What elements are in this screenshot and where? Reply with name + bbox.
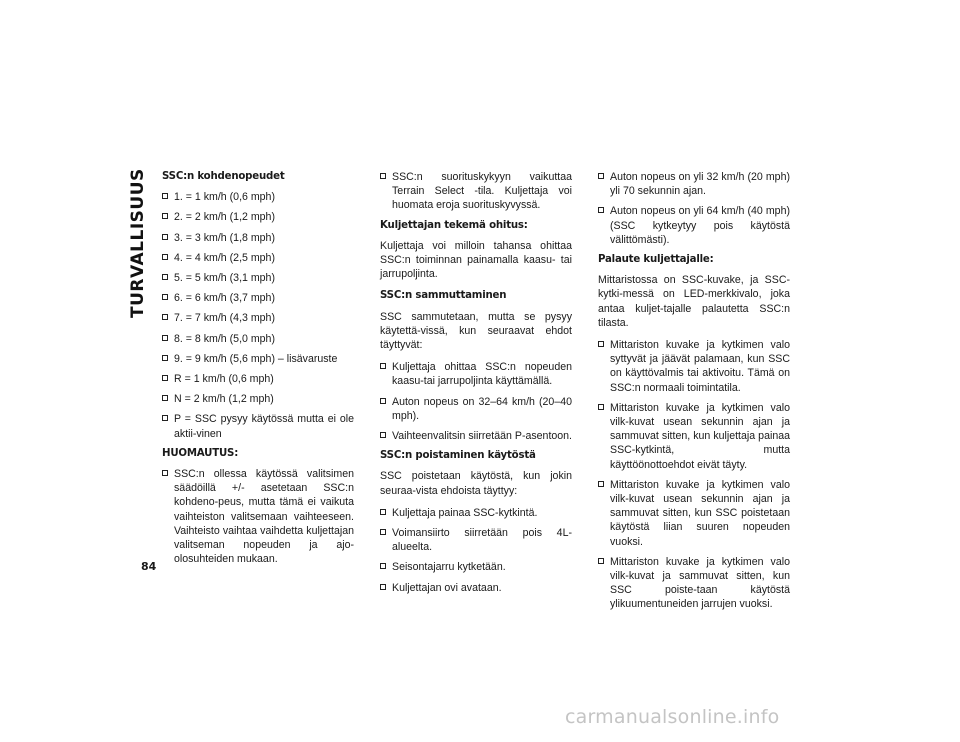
list-item: 4. = 4 km/h (2,5 mph) bbox=[162, 251, 354, 265]
checkbox-bullet-icon bbox=[162, 193, 168, 199]
list-item: 6. = 6 km/h (3,7 mph) bbox=[162, 291, 354, 305]
checkbox-bullet-icon bbox=[162, 355, 168, 361]
checkbox-bullet-icon bbox=[380, 173, 386, 179]
feedback-list bbox=[598, 338, 790, 612]
checkbox-bullet-icon bbox=[162, 375, 168, 381]
page-number: 84 bbox=[141, 560, 157, 573]
checkbox-bullet-icon bbox=[598, 404, 604, 410]
list-item: R = 1 km/h (0,6 mph) bbox=[162, 372, 354, 386]
column-2 bbox=[380, 170, 572, 601]
checkbox-bullet-icon bbox=[162, 395, 168, 401]
list-item: SSC:n suorituskykyyn vaikuttaa Terrain Select -tila. Kuljettaja voi huomata eroja suorituskyvyssä. bbox=[380, 170, 572, 213]
list-item: Seisontajarru kytketään. bbox=[380, 560, 572, 574]
target-speeds-heading: SSC:n kohdenopeudet bbox=[162, 171, 285, 182]
column-1 bbox=[162, 170, 354, 572]
disable-text: SSC poistetaan käytöstä, kun jokin seuraa-vista ehdoista täyttyy: bbox=[380, 470, 572, 497]
list-item: Mittariston kuvake ja kytkimen valo vilk-kuvat ja sammuvat sitten, kun SSC poiste-taan käytöstä ylikuumentuneiden jarrujen vuoksi. bbox=[598, 555, 790, 612]
list-item: Voimansiirto siirretään pois 4L-alueelta. bbox=[380, 526, 572, 554]
checkbox-bullet-icon bbox=[380, 584, 386, 590]
override-text: Kuljettaja voi milloin tahansa ohittaa SSC:n toiminnan painamalla kaasu- tai jarrupoljinta. bbox=[380, 239, 572, 281]
list-item: Mittariston kuvake ja kytkimen valo syttyvät ja jäävät palamaan, kun SSC on käyttövalmis tai aktivoitu. Tämä on SSC:n normaali toimintatila. bbox=[598, 338, 790, 395]
feedback-heading: Palaute kuljettajalle: bbox=[598, 254, 714, 266]
checkbox-bullet-icon bbox=[162, 335, 168, 341]
checkbox-bullet-icon bbox=[598, 481, 604, 487]
checkbox-bullet-icon bbox=[162, 470, 168, 476]
disable-heading: SSC:n poistaminen käytöstä bbox=[380, 450, 536, 462]
checkbox-bullet-icon bbox=[380, 398, 386, 404]
checkbox-bullet-icon bbox=[598, 558, 604, 564]
list-item: P = SSC pysyy käytössä mutta ei ole aktii-vinen bbox=[162, 412, 354, 440]
list-item: Kuljettajan ovi avataan. bbox=[380, 581, 572, 595]
checkbox-bullet-icon bbox=[380, 363, 386, 369]
checkbox-bullet-icon bbox=[380, 529, 386, 535]
list-item: Auton nopeus on yli 64 km/h (40 mph) (SSC kytkeytyy pois käytöstä välittömästi). bbox=[598, 204, 790, 247]
list-item: 8. = 8 km/h (5,0 mph) bbox=[162, 332, 354, 346]
watermark-link[interactable]: carmanualsonline.info bbox=[565, 706, 780, 728]
checkbox-bullet-icon bbox=[598, 207, 604, 213]
list-item: Auton nopeus on yli 32 km/h (20 mph) yli 70 sekunnin ajan. bbox=[598, 170, 790, 198]
list-item: Kuljettaja painaa SSC-kytkintä. bbox=[380, 506, 572, 520]
list-item: 2. = 2 km/h (1,2 mph) bbox=[162, 210, 354, 224]
feedback-text: Mittaristossa on SSC-kuvake, ja SSC-kytki-messä on LED-merkkivalo, joka antaa kuljet-tajalle palautetta SSC:n tilasta. bbox=[598, 274, 790, 329]
list-item: Mittariston kuvake ja kytkimen valo vilk-kuvat usean sekunnin ajan ja sammuvat sitten, kun SSC poistetaan käytöstä liian suuren nopeuden vuoksi. bbox=[598, 478, 790, 549]
checkbox-bullet-icon bbox=[162, 274, 168, 280]
list-item: 5. = 5 km/h (3,1 mph) bbox=[162, 271, 354, 285]
list-item: 9. = 9 km/h (5,6 mph) – lisävaruste bbox=[162, 352, 354, 366]
checkbox-bullet-icon bbox=[380, 509, 386, 515]
shutdown-text: SSC sammutetaan, mutta se pysyy käytettä-vissä, kun seuraavat ehdot täyttyvät: bbox=[380, 310, 572, 352]
checkbox-bullet-icon bbox=[162, 314, 168, 320]
section-side-title: TURVALLISUUS bbox=[128, 168, 148, 318]
list-item: 1. = 1 km/h (0,6 mph) bbox=[162, 190, 354, 204]
checkbox-bullet-icon bbox=[162, 234, 168, 240]
list-item: Vaihteenvalitsin siirretään P-asentoon. bbox=[380, 429, 572, 443]
list-item: SSC:n ollessa käytössä valitsimen säädöillä +/- asetetaan SSC:n kohdeno-peus, mutta tämä ei vaikuta vaihteiston valitsemaan vaihteeseen. Vaihteisto vaihtaa vaihdetta kuljettajan valitseman nopeuden ja ajo-olosuhteiden mukaan. bbox=[162, 467, 354, 566]
speed-list bbox=[162, 190, 354, 441]
list-item: Auton nopeus on 32–64 km/h (20–40 mph). bbox=[380, 395, 572, 423]
list-item: N = 2 km/h (1,2 mph) bbox=[162, 392, 354, 406]
checkbox-bullet-icon bbox=[162, 213, 168, 219]
terrain-list bbox=[380, 170, 572, 213]
list-item: Kuljettaja ohittaa SSC:n nopeuden kaasu-tai jarrupoljinta käyttämällä. bbox=[380, 360, 572, 388]
shutdown-heading: SSC:n sammuttaminen bbox=[380, 290, 507, 302]
checkbox-bullet-icon bbox=[380, 432, 386, 438]
list-item: 3. = 3 km/h (1,8 mph) bbox=[162, 231, 354, 245]
checkbox-bullet-icon bbox=[162, 294, 168, 300]
column-3 bbox=[598, 170, 790, 618]
speed-condition-list bbox=[598, 170, 790, 247]
checkbox-bullet-icon bbox=[380, 563, 386, 569]
note-list bbox=[162, 467, 354, 566]
shutdown-list bbox=[380, 360, 572, 443]
checkbox-bullet-icon bbox=[162, 415, 168, 421]
list-item: Mittariston kuvake ja kytkimen valo vilk-kuvat usean sekunnin ajan ja sammuvat sitten, kun kuljettaja painaa SSC-kytkintä, mutta käyttöönottoehdot eivät täyty. bbox=[598, 401, 790, 472]
checkbox-bullet-icon bbox=[162, 254, 168, 260]
checkbox-bullet-icon bbox=[598, 341, 604, 347]
checkbox-bullet-icon bbox=[598, 173, 604, 179]
override-heading: Kuljettajan tekemä ohitus: bbox=[380, 219, 528, 231]
list-item: 7. = 7 km/h (4,3 mph) bbox=[162, 311, 354, 325]
note-heading: HUOMAUTUS: bbox=[162, 447, 239, 459]
disable-list bbox=[380, 506, 572, 595]
